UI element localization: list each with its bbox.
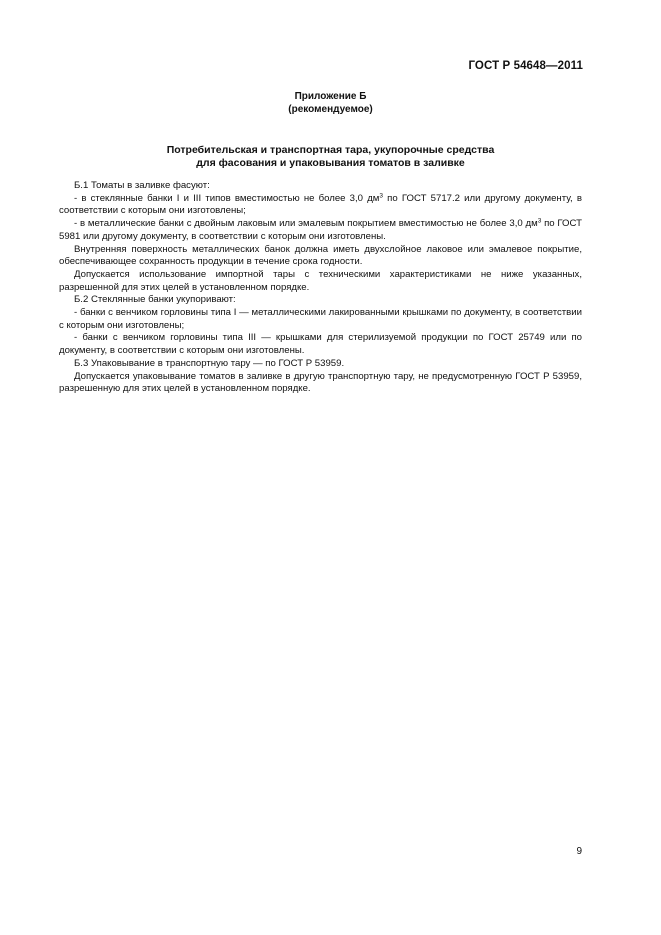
paragraph-type-iii-closure: - банки с венчиком горловины типа III — крышками для стерилизуемой продукции по ГОСТ 25749 или по документу, в соответствии с которым они изготовлены. <box>59 332 582 357</box>
body-text <box>59 180 582 396</box>
section-title-line-2: для фасования и упаковывания томатов в заливке <box>196 157 465 169</box>
text-run: - в стеклянные банки I и III типов вместимостью не более 3,0 дм <box>74 192 380 204</box>
appendix-status: (рекомендуемое) <box>288 104 373 115</box>
text-run: по ГОСТ 5717.2 или другому документу, в соответствии с которым они изготовлены; <box>59 192 582 217</box>
section-title-line-1: Потребительская и транспортная тара, укупорочные средства <box>166 144 495 156</box>
text-run: по ГОСТ 5981 или другому документу, в соответствии с которым они изготовлены. <box>59 218 582 242</box>
superscript: 3 <box>537 217 542 225</box>
document-code: ГОСТ Р 54648—2011 <box>468 60 583 72</box>
paragraph-type-i-closure: - банки с венчиком горловины типа I — металлическими лакированными крышками по документу, в соответствии с которым они изготовлены; <box>59 307 582 331</box>
page-number: 9 <box>576 846 582 857</box>
paragraph-glass-jars <box>59 193 582 218</box>
paragraph-b2: Б.2 Стеклянные банки укупоривают: <box>74 294 236 306</box>
paragraph-other-transport-packaging: Допускается упаковывание томатов в заливке в другую транспортную тару, не предусмотренную ГОСТ Р 53959, разрешенную для этих целей в установленном порядке. <box>59 370 582 395</box>
appendix-title: Приложение Б <box>294 91 367 102</box>
section-title <box>0 144 661 170</box>
paragraph-metal-cans <box>59 218 582 243</box>
paragraph-b1: Б.1 Томаты в заливке фасуют: <box>74 180 210 191</box>
paragraph-b3: Б.3 Упаковывание в транспортную тару — по ГОСТ Р 53959. <box>74 357 345 369</box>
paragraph-inner-coating: Внутренняя поверхность металлических банок должна иметь двухслойное лаковое или эмалевое покрытие, обеспечивающее сохранность продукции в течение срока годности. <box>59 243 582 268</box>
superscript: 3 <box>379 192 384 200</box>
paragraph-imported-containers: Допускается использование импортной тары с техническими характеристиками не ниже указанных, разрешенной для этих целей в установленном порядке. <box>59 268 582 293</box>
appendix-heading <box>0 90 661 116</box>
text-run: - в металлические банки с двойным лаковым или эмалевым покрытием вместимостью не более 3,0 дм <box>74 218 538 230</box>
